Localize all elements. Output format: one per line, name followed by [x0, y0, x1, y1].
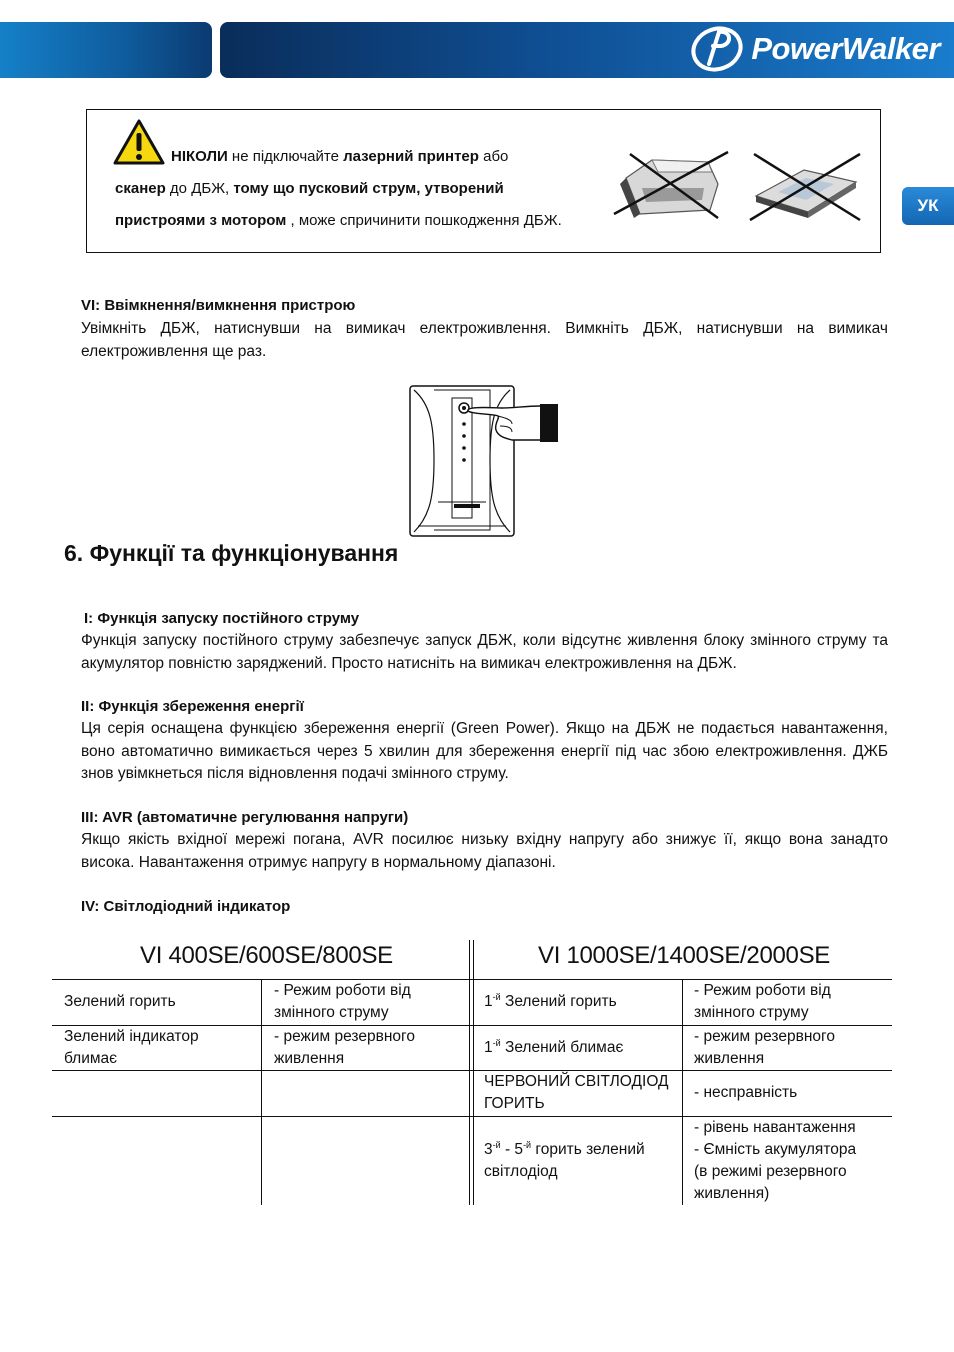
right-row-3-meaning: - несправність	[694, 1084, 798, 1101]
right-row-4-state-1: $3^{-й} - 5^{-й}$ горить зелений	[484, 1140, 645, 1158]
right-row-4-meaning-4: живлення)	[694, 1185, 770, 1202]
right-row-2-meaning-2: живлення	[694, 1050, 765, 1067]
table-line	[682, 979, 683, 1205]
right-row-4-meaning-2: - Ємність акумулятора	[694, 1141, 857, 1158]
right-row-4-meaning-1: - рівень навантаження	[694, 1119, 856, 1136]
table-line	[261, 979, 262, 1205]
warning-line-2	[115, 179, 504, 199]
feature-1-text: Функція запуску постійного струму забезпечує запуск ДБЖ, коли відсутнє живлення блоку змінного струму та акумулятор повністю заряджений. Просто натисніть на вимикач електроживлення на ДБЖ.	[81, 632, 888, 672]
table-divider	[469, 940, 470, 1205]
warning-scanner: сканер	[115, 180, 166, 197]
right-row-4-meaning-3: (в режимі резервного	[694, 1163, 847, 1180]
left-row-2-state-2: блимає	[64, 1050, 118, 1067]
right-row-1-meaning-2: змінного струму	[694, 1004, 809, 1021]
left-row-1-meaning-2: змінного струму	[274, 1004, 389, 1021]
left-row-1-meaning-1: - Режим роботи від	[274, 982, 411, 999]
right-row-3-state-2: ГОРИТЬ	[484, 1095, 545, 1112]
warning-never: НІКОЛИ	[171, 148, 228, 165]
right-row-1-state: $1^{-й}$ Зелений горить	[484, 992, 617, 1010]
warning-text-3: до ДБЖ,	[165, 180, 234, 197]
feature-2-text: Ця серія оснащена функцією збереження енергії (Green Power). Якщо на ДБЖ не подається навантаження, воно автоматично вимикається через 5 хвилин для збереження енергії під час збою електроживлення. ДЖБ знов увімкнеться після відновлення подачі змінного струму.	[81, 720, 888, 782]
warning-triangle-icon	[112, 118, 166, 166]
table-divider	[473, 940, 474, 1205]
right-row-2-state: $1^{-й}$ Зелений блимає	[484, 1038, 624, 1056]
left-row-1-state: Зелений горить	[64, 993, 176, 1010]
warning-text-1: не підключайте	[227, 148, 344, 165]
table-line	[52, 1070, 892, 1071]
left-row-2-state-1: Зелений індикатор	[64, 1028, 199, 1045]
feature-3-heading: III: AVR (автоматичне регулювання напруги)	[81, 809, 409, 826]
laser-printer-crossed-icon	[612, 148, 732, 220]
right-row-2-meaning-1: - режим резервного	[694, 1028, 835, 1045]
power-heading: VI: Ввімкнення/вимкнення пристрою	[81, 297, 356, 314]
feature-3-text: Якщо якість вхідної мережі погана, AVR посилює низьку вхідну напругу або знижує її, якщо вона занадто висока. Навантаження отримує напругу в нормальному діапазоні.	[81, 831, 888, 871]
feature-2-heading: II: Функція збереження енергії	[81, 698, 304, 715]
scanner-crossed-icon	[748, 152, 864, 222]
feature-4-heading: IV: Світлодіодний індикатор	[81, 898, 291, 915]
warning-line-3	[115, 211, 562, 231]
section-title: 6. Функції та функціонування	[64, 540, 399, 566]
brand-logo	[689, 24, 940, 74]
warning-text-2: або	[478, 148, 509, 165]
warning-line-1	[171, 147, 508, 167]
right-row-3-state-1: ЧЕРВОНИЙ СВІТЛОДІОД	[484, 1073, 669, 1090]
warning-laser-printer: лазерний принтер	[343, 148, 479, 165]
right-row-4-state-2: світлодіод	[484, 1163, 558, 1180]
powerwalker-logo-icon	[689, 24, 745, 74]
table-left-title: VI 400SE/600SE/800SE	[140, 942, 393, 969]
brand-name: PowerWalker	[751, 31, 940, 66]
left-row-2-meaning-1: - режим резервного	[274, 1028, 415, 1045]
warning-reason: тому що пусковий струм, утворений	[233, 180, 504, 197]
language-tab[interactable]: УК	[902, 187, 954, 225]
table-right-title: VI 1000SE/1400SE/2000SE	[538, 942, 830, 969]
warning-motor: пристроями з мотором	[115, 212, 287, 229]
right-row-1-meaning-1: - Режим роботи від	[694, 982, 831, 999]
left-row-2-meaning-2: живлення	[274, 1050, 345, 1067]
feature-1-heading: I: Функція запуску постійного струму	[84, 610, 360, 627]
power-text: Увімкніть ДБЖ, натиснувши на вимикач електроживлення. Вимкніть ДБЖ, натиснувши на вимикач електроживлення ще раз.	[81, 320, 888, 360]
header-bar-left	[0, 22, 212, 78]
ups-power-button-illustration	[408, 384, 560, 538]
warning-text-4: , може спричинити пошкодження ДБЖ.	[286, 212, 562, 229]
